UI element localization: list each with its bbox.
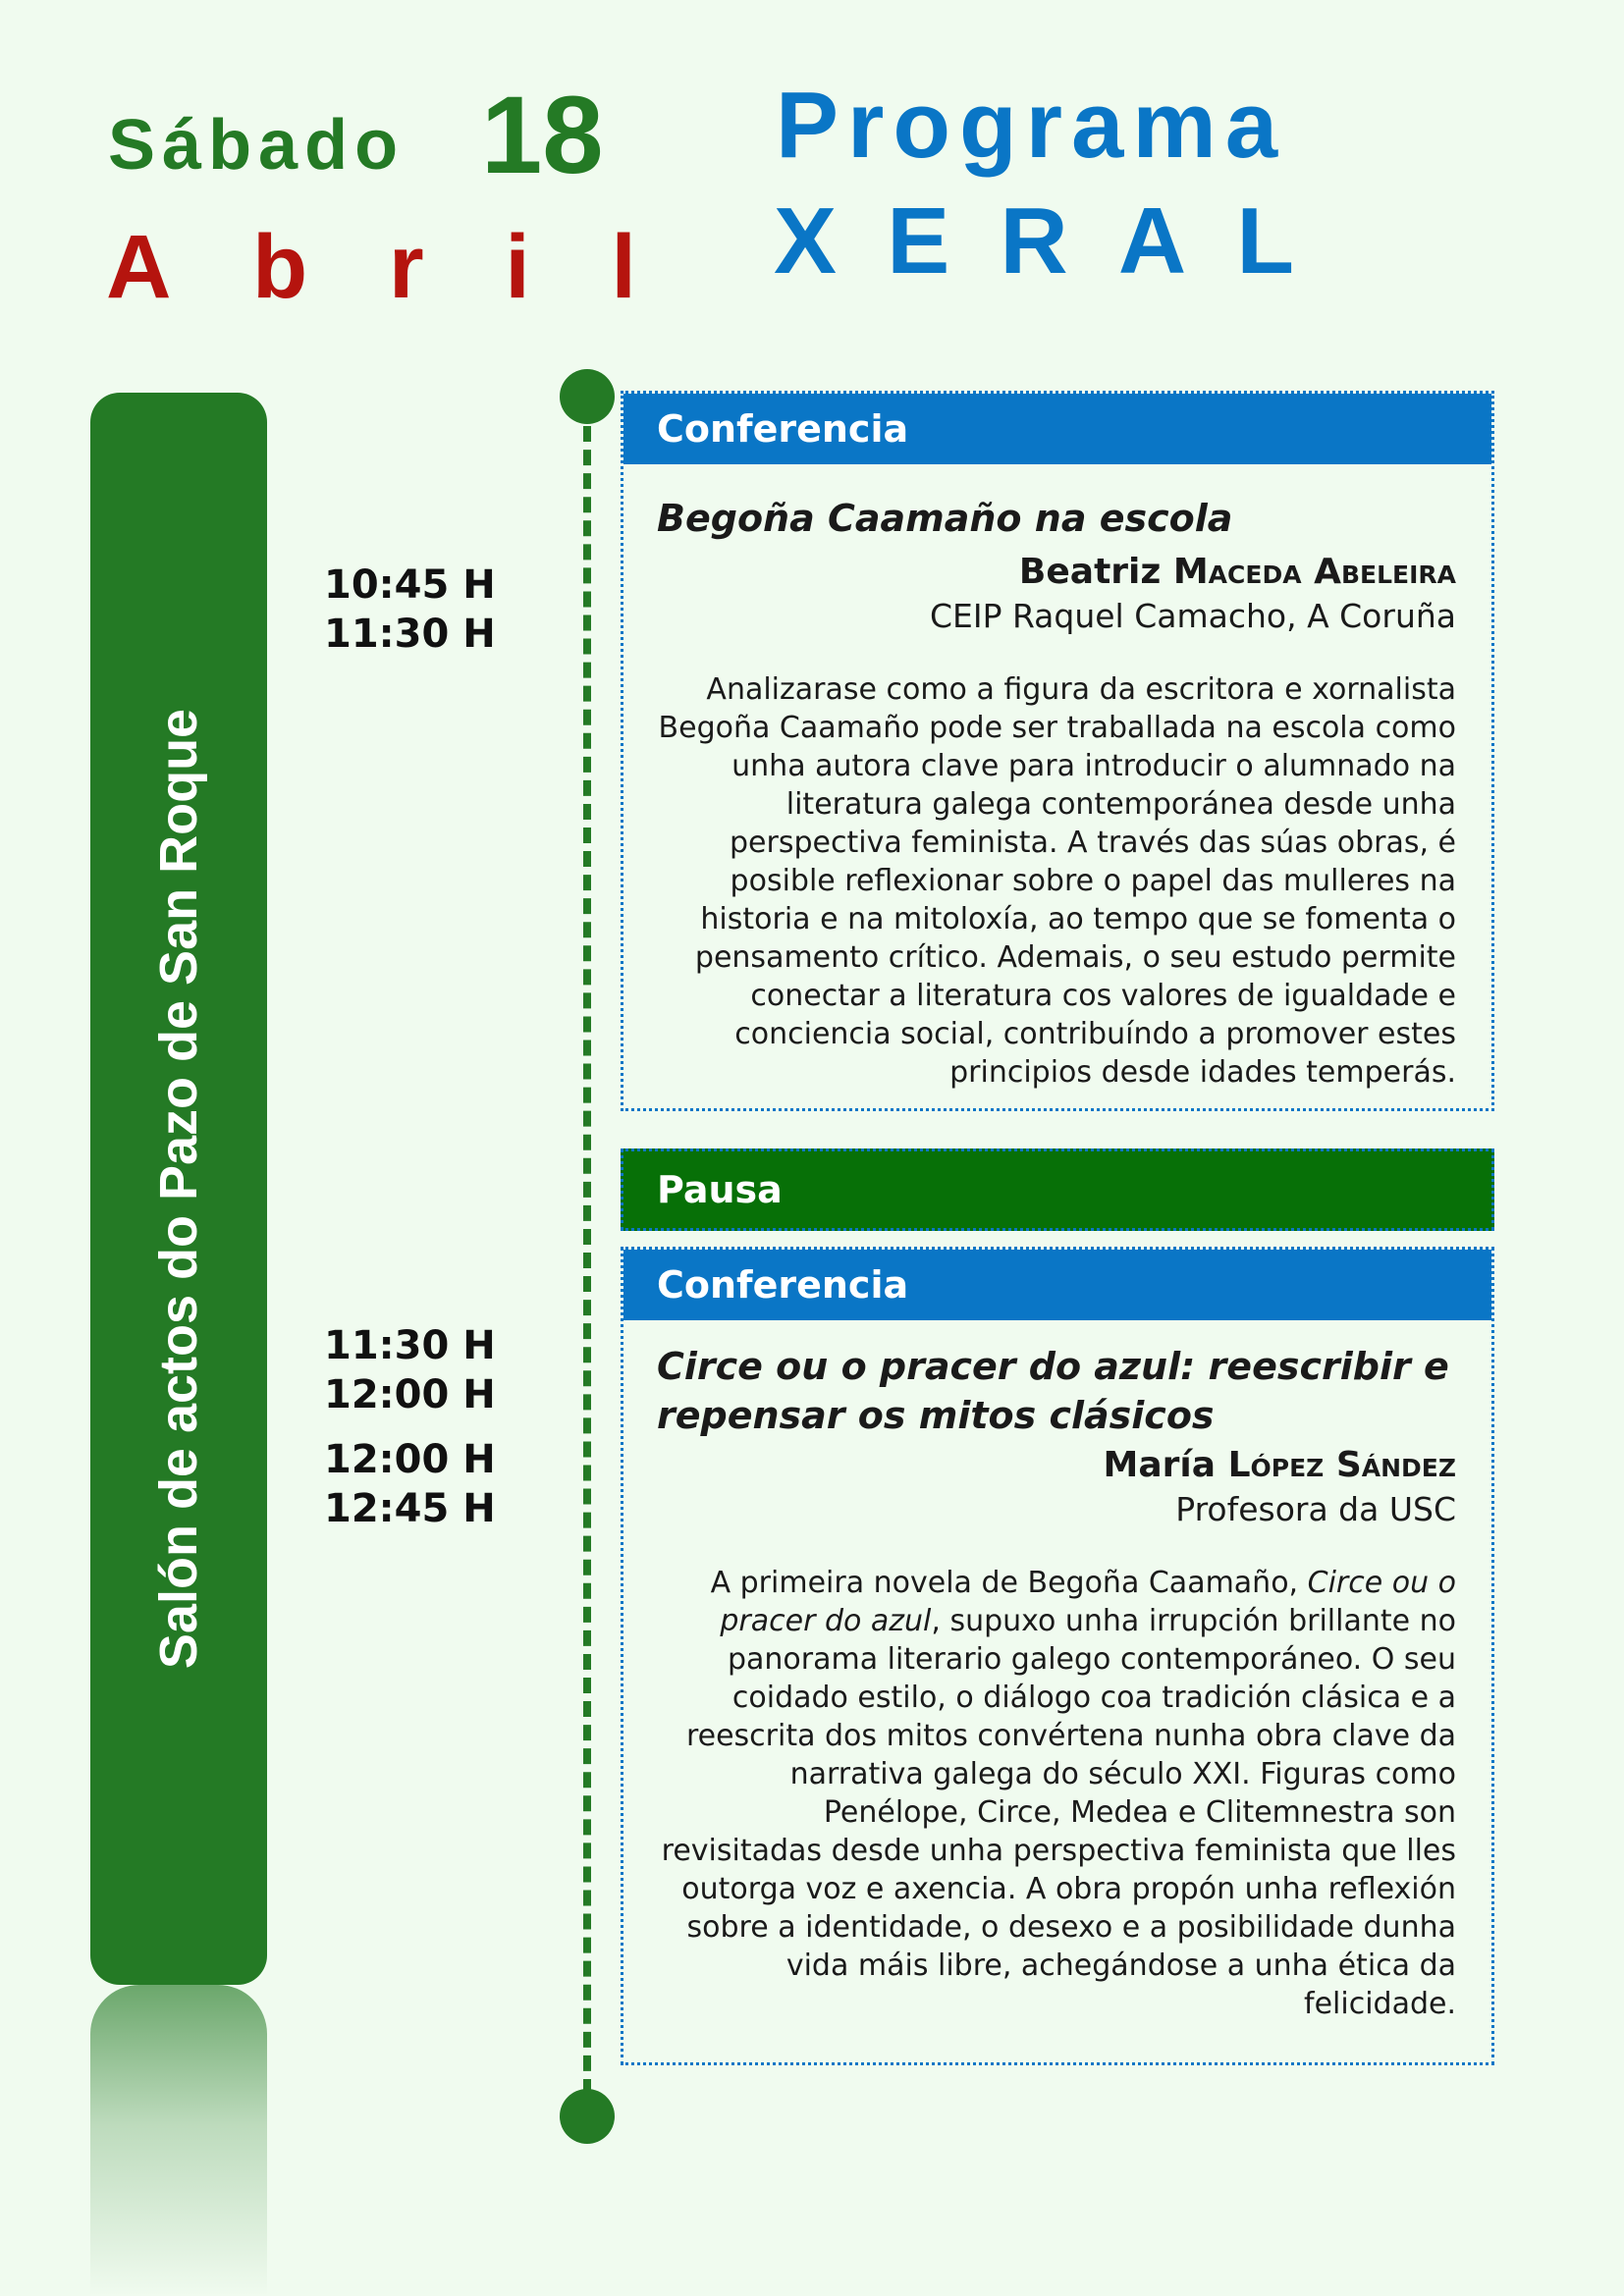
venue-bar-reflection	[90, 1985, 267, 2296]
time-end-pause: 12:00 H	[324, 1372, 496, 1417]
speaker-last-name: Maceda Abeleira	[1172, 552, 1456, 592]
speaker-last-name: López Sández	[1227, 1445, 1456, 1485]
timeline-line	[583, 402, 591, 2118]
description-text: , supuxo unha irrupción brillante no panorama literario galego contemporáneo. O seu coidado estilo, o diálogo coa tradición clásica e a reescrita dos mitos convértena nunha obra clave da narrativa galega do século XXI. Figuras como Penélope, Circe, Medea e Clitemnestra son revisitadas desde unha perspectiva feminista que lles outorga voz e axencia. A obra propón unha reflexión sobre a identidade, o desexo e a posibilidade dunha vida máis libre, achegándose a unha ética da felicidade.	[661, 1604, 1456, 2021]
time-start-2: 12:00 H	[324, 1437, 496, 1482]
timeline-start-dot	[560, 369, 615, 424]
speaker-first-name: María	[1103, 1445, 1228, 1485]
month-letter: r	[388, 217, 424, 317]
talk-title: Begoña Caamaño na escola	[657, 497, 1233, 540]
day-number: 18	[481, 74, 604, 196]
time-end-2: 12:45 H	[324, 1486, 496, 1531]
talk-title: Circe ou o pracer do azul: reescribir e repensar os mitos clásicos	[657, 1345, 1449, 1437]
subtitle-letter: L	[1236, 188, 1294, 294]
novel-title-emphasis: Circe ou o pracer do azul	[720, 1566, 1456, 1638]
subtitle-letter: E	[887, 188, 950, 294]
session-type-header: Conferencia	[623, 394, 1491, 464]
month-label	[106, 217, 636, 317]
speaker-affiliation: Profesora da USC	[1175, 1490, 1456, 1528]
month-letter: A	[106, 217, 172, 317]
session-description	[657, 1564, 1456, 2023]
month-letter: i	[505, 217, 530, 317]
speaker-name	[657, 1444, 1456, 1487]
pause-banner: Pausa	[621, 1148, 1494, 1231]
weekday-label: Sábado	[108, 106, 406, 185]
session-card-1	[621, 391, 1494, 1111]
session-body	[623, 1342, 1491, 2023]
subtitle-letter: A	[1117, 188, 1187, 294]
session-description: Analizarase como a figura da escritora e xornalista Begoña Caamaño pode ser traballada na escola como unha autora clave para introducir o alumnado na literatura galega contemporánea desde unha perspectiva feminista. A través das súas obras, é posible reflexionar sobre o papel das mulleres na historia e na mitoloxía, ao tempo que se fomenta o pensamento crítico. Ademais, o seu estudo permite conectar a literatura cos valores de igualdade e conciencia social, contribuíndo a promover estes principios desde idades temperás.	[658, 672, 1456, 1090]
session-body	[623, 494, 1491, 1092]
program-title: Programa	[776, 73, 1287, 178]
venue-label: Salón de actos do Pazo de San Roque	[149, 708, 208, 1670]
time-start-1: 10:45 H	[324, 562, 496, 608]
month-letter: b	[252, 217, 308, 317]
session-card-2	[621, 1247, 1494, 2065]
speaker-name	[657, 551, 1456, 594]
time-start-pause: 11:30 H	[324, 1323, 496, 1368]
time-end-1: 11:30 H	[324, 612, 496, 657]
subtitle-letter: R	[1000, 188, 1068, 294]
month-letter: l	[611, 217, 636, 317]
subtitle-letter: X	[774, 188, 838, 294]
timeline-end-dot	[560, 2089, 615, 2144]
speaker-first-name: Beatriz	[1018, 552, 1173, 592]
program-subtitle	[774, 188, 1294, 294]
speaker-affiliation: CEIP Raquel Camacho, A Coruña	[929, 597, 1456, 635]
session-type-header: Conferencia	[623, 1250, 1491, 1320]
description-text: A primeira novela de Begoña Caamaño,	[710, 1566, 1308, 1600]
